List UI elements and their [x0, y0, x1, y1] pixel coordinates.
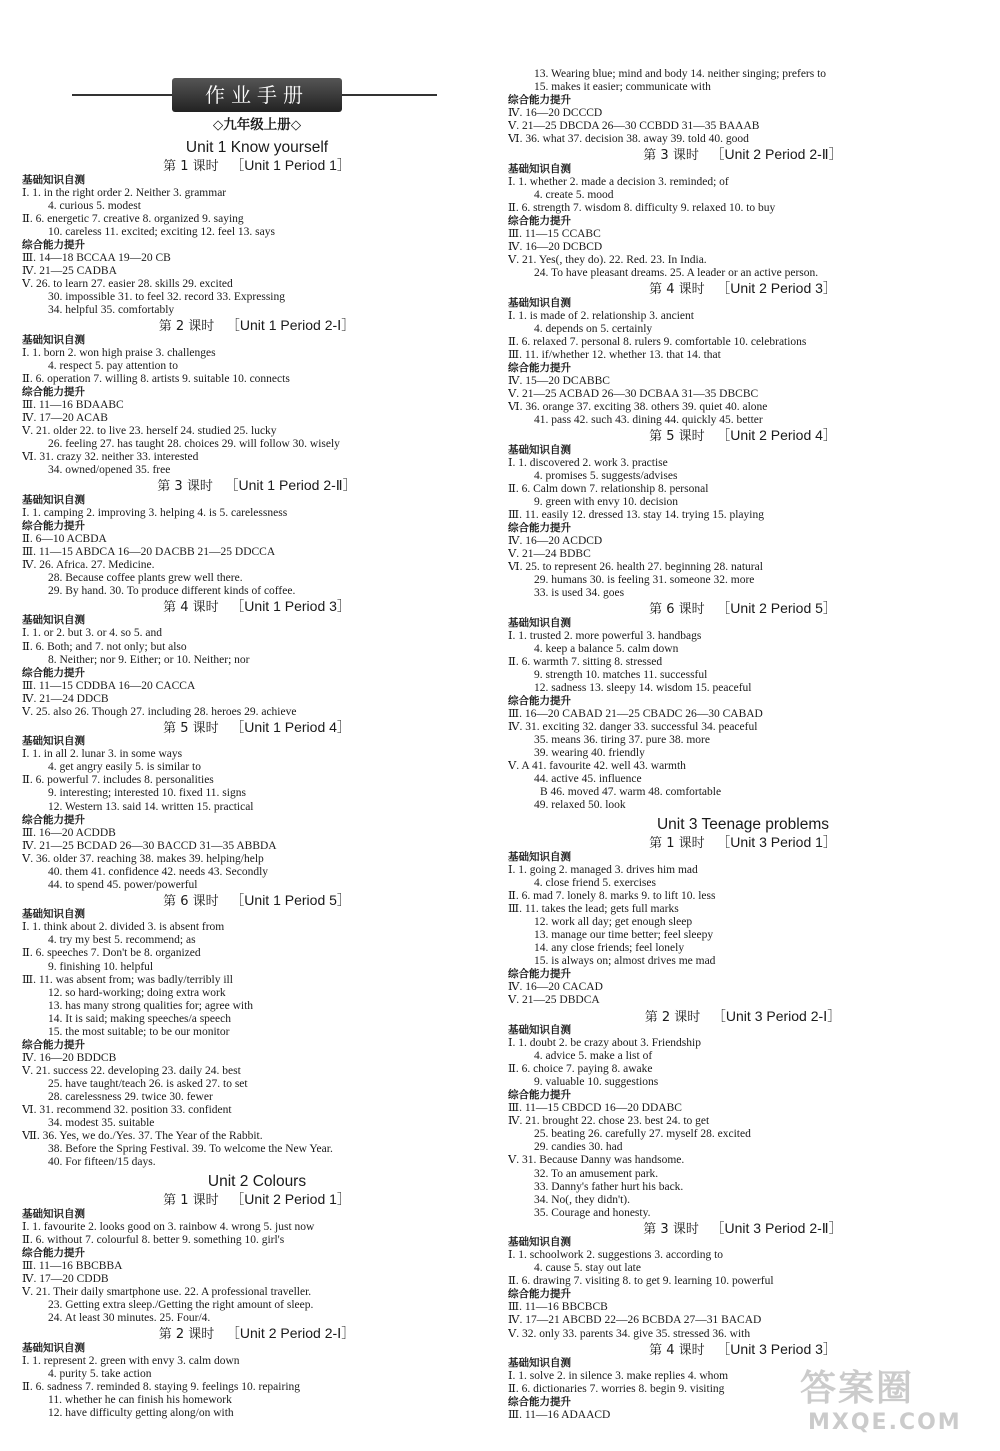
answer-line: 29. By hand. 30. To produce different kinds of coffee.: [48, 584, 296, 597]
answer-line: 15. the most suitable; to be our monitor: [48, 1025, 230, 1038]
answer-line: Ⅶ. 36. Yes, we do./Yes. 37. The Year of the Rabbit.: [22, 1130, 263, 1143]
section-heading: 综合能力提升: [22, 385, 85, 398]
answer-line: Ⅱ. 6. sadness 7. reminded 8. staying 9. feelings 10. repairing: [22, 1380, 301, 1393]
lesson-number: 第 3 课时: [643, 148, 699, 164]
answer-line: 4. keep a balance 5. calm down: [534, 642, 679, 655]
answer-line: Ⅱ. 6. relaxed 7. personal 8. rulers 9. comfortable 10. celebrations: [508, 335, 807, 348]
answer-line: 35. means 36. tiring 37. pure 38. more: [534, 734, 710, 747]
answer-line: Ⅰ. 1. schoolwork 2. suggestions 3. according to: [508, 1249, 724, 1262]
answer-line: 9. valuable 10. suggestions: [534, 1076, 659, 1089]
answer-line: 12. work all day; get enough sleep: [534, 916, 693, 929]
answer-line: 4. get angry easily 5. is similar to: [48, 761, 201, 774]
period-label: ［Unit 2 Period 2-Ⅰ］: [225, 1325, 356, 1342]
answer-line: 32. To an amusement park.: [534, 1167, 659, 1180]
answer-line: Ⅴ. 21—25 DBDCA: [508, 994, 600, 1007]
answer-line: Ⅳ. 15—20 DCABBC: [508, 374, 610, 387]
banner-rule-left: [72, 94, 172, 96]
answer-line: Ⅱ. 6. operation 7. willing 8. artists 9. suitable 10. connects: [22, 372, 290, 385]
answer-line: Ⅵ. 25. to represent 26. health 27. beginning 28. natural: [508, 561, 763, 574]
answer-line: Ⅲ. 11. was absent from; was badly/terribly ill: [22, 973, 233, 986]
section-heading: 基础知识自测: [22, 614, 85, 627]
answer-line: Ⅴ. 26. to learn 27. easier 28. skills 29. excited: [22, 277, 233, 290]
answer-line: 23. Getting extra sleep./Getting the right amount of sleep.: [48, 1299, 314, 1312]
period-label: ［Unit 1 Period 2-Ⅰ］: [225, 317, 356, 334]
answer-line: Ⅱ. 6. speeches 7. Don't be 8. organized: [22, 947, 201, 960]
answer-line: B 46. moved 47. warm 48. comfortable: [540, 786, 722, 799]
answer-line: Ⅱ. 6—10 ACBDA: [22, 532, 107, 545]
lesson-title: [508, 1220, 978, 1237]
section-heading: 综合能力提升: [22, 1246, 85, 1259]
answer-line: 29. candies 30. had: [534, 1141, 623, 1154]
period-label: ［Unit 3 Period 3］: [716, 1340, 837, 1357]
answer-line: 40. them 41. confidence 42. needs 43. Secondly: [48, 865, 269, 878]
section-heading: 基础知识自测: [22, 333, 85, 346]
answer-line: 4. promises 5. suggests/advises: [534, 469, 678, 482]
answer-line: 4. depends on 5. certainly: [534, 322, 653, 335]
section-heading: 综合能力提升: [508, 1089, 571, 1102]
answer-line: 13. has many strong qualities for; agree with: [48, 999, 254, 1012]
lesson-number: 第 2 课时: [644, 1009, 701, 1025]
section-heading: 基础知识自测: [22, 908, 85, 921]
section-heading: 基础知识自测: [22, 1341, 85, 1354]
answer-line: 25. have taught/teach 26. is asked 27. to set: [48, 1077, 248, 1090]
answer-line: Ⅴ. 25. also 26. Though 27. including 28. heroes 29. achieve: [22, 705, 297, 718]
lesson-title: [508, 1341, 978, 1358]
answer-line: 9. green with envy 10. decision: [534, 495, 679, 508]
lesson-title: [508, 427, 978, 444]
answer-line: Ⅰ. 1. going 2. managed 3. drives him mad: [508, 863, 698, 876]
answer-line: 12. so hard-working; doing extra work: [48, 986, 226, 999]
answer-line: Ⅲ. 11—16 BDAABC: [22, 398, 124, 411]
answer-line: Ⅱ. 6. Both; and 7. not only; but also: [22, 640, 187, 653]
answer-line: Ⅰ. 1. or 2. but 3. or 4. so 5. and: [22, 627, 162, 640]
answer-line: Ⅳ. 16—20 BDDCB: [22, 1051, 117, 1064]
banner-title: 作业手册: [172, 78, 342, 112]
answer-line: 15. makes it easier; communicate with: [534, 81, 711, 94]
answer-line: 34. owned/opened 35. free: [48, 463, 171, 476]
section-heading: 综合能力提升: [22, 813, 85, 826]
answer-line: Ⅰ. 1. represent 2. green with envy 3. calm down: [22, 1354, 240, 1367]
unit-title: Unit 3 Teenage problems: [656, 816, 830, 834]
answer-line: Ⅱ. 6. dictionaries 7. worries 8. begin 9. visiting: [508, 1383, 725, 1396]
section-heading: 综合能力提升: [508, 214, 571, 227]
section-banner: [22, 74, 492, 116]
answer-line: Ⅴ. 21—24 BDBC: [508, 548, 591, 561]
lesson-number: 第 6 课时: [163, 893, 219, 909]
lesson-number: 第 3 课时: [643, 1221, 699, 1237]
lesson-title: [22, 719, 492, 736]
answer-line: Ⅵ. 36. what 37. decision 38. away 39. told 40. good: [508, 133, 749, 146]
answer-line: 24. At least 30 minutes. 25. Four/4.: [48, 1312, 211, 1325]
section-heading: 综合能力提升: [22, 238, 85, 251]
answer-line: Ⅱ. 6. warmth 7. sitting 8. stressed: [508, 655, 663, 668]
lesson-title: [22, 157, 492, 174]
unit-title: Unit 2 Colours: [207, 1173, 307, 1191]
answer-line: Ⅰ. 1. in the right order 2. Neither 3. grammar: [22, 186, 227, 199]
answer-line: 41. pass 42. such 43. dining 44. quickly 45. better: [534, 414, 763, 427]
answer-line: Ⅳ. 21—25 BCDAD 26—30 BACCD 31—35 ABBDA: [22, 839, 277, 852]
period-label: ［Unit 2 Period 1］: [230, 1191, 351, 1208]
lesson-title: [22, 1325, 492, 1342]
answer-line: Ⅰ. 1. doubt 2. be crazy about 3. Friendship: [508, 1037, 701, 1050]
left-column: [22, 0, 492, 1420]
grade-title: ◇九年级上册◇: [212, 117, 302, 133]
answer-line: 12. have difficulty getting along/on with: [48, 1406, 234, 1419]
answer-line: Ⅱ. 6. energetic 7. creative 8. organized 9. saying: [22, 212, 244, 225]
lesson-number: 第 5 课时: [649, 429, 705, 445]
answer-line: Ⅰ. 1. think about 2. divided 3. is absent from: [22, 921, 225, 934]
period-label: ［Unit 3 Period 2-Ⅱ］: [710, 1219, 843, 1236]
answer-line: Ⅰ. 1. whether 2. made a decision 3. reminded; of: [508, 175, 729, 188]
answer-line: Ⅱ. 6. powerful 7. includes 8. personalities: [22, 774, 214, 787]
period-label: ［Unit 1 Period 3］: [230, 597, 351, 614]
answer-line: Ⅰ. 1. solve 2. in silence 3. make replies 4. whom: [508, 1370, 729, 1383]
section-heading: 综合能力提升: [508, 521, 571, 534]
answer-line: Ⅳ. 16—20 ACDCD: [508, 535, 603, 547]
lesson-number: 第 4 课时: [649, 1342, 705, 1358]
period-label: ［Unit 2 Period 4］: [716, 427, 837, 444]
section-heading: 综合能力提升: [508, 695, 571, 708]
lesson-number: 第 5 课时: [163, 720, 219, 736]
answer-line: Ⅲ. 11. easily 12. dressed 13. stay 14. trying 15. playing: [508, 508, 764, 521]
answer-line: Ⅰ. 1. favourite 2. looks good on 3. rainbow 4. wrong 5. just now: [22, 1220, 315, 1233]
section-heading: 综合能力提升: [508, 1288, 571, 1301]
answer-line: Ⅱ. 6. mad 7. lonely 8. marks 9. to lift 10. less: [508, 890, 716, 903]
section-heading: 基础知识自测: [508, 616, 571, 629]
lesson-title: [22, 892, 492, 909]
answer-line: Ⅴ. 21—25 ACBAD 26—30 DCBAA 31—35 DBCBC: [508, 388, 759, 401]
lesson-number: 第 4 课时: [163, 599, 219, 615]
period-label: ［Unit 1 Period 5］: [230, 891, 351, 908]
section-heading: 综合能力提升: [508, 1396, 571, 1409]
answer-line: 25. beating 26. carefully 27. myself 28. excited: [534, 1128, 751, 1141]
answer-line: Ⅱ. 6. choice 7. paying 8. awake: [508, 1063, 653, 1076]
lesson-title: [22, 317, 492, 334]
answer-line: Ⅳ. 21—24 DDCB: [22, 692, 109, 705]
lesson-number: 第 3 课时: [157, 479, 213, 495]
period-label: ［Unit 2 Period 2-Ⅱ］: [710, 146, 843, 163]
watermark-url: MXQE.COM: [808, 1410, 962, 1435]
period-label: ［Unit 1 Period 1］: [230, 157, 351, 173]
lesson-title: [508, 280, 978, 297]
answer-line: Ⅲ. 11—16 BBCBBA: [22, 1259, 123, 1272]
answer-line: Ⅴ. 21—25 DBCDA 26—30 CCBDD 31—35 BAAAB: [508, 120, 760, 133]
section-heading: 基础知识自测: [22, 735, 85, 748]
answer-line: 24. To have pleasant dreams. 25. A leader or an active person.: [534, 267, 819, 280]
answer-line: 14. It is said; making speeches/a speech: [48, 1012, 231, 1025]
section-heading: 综合能力提升: [508, 361, 571, 374]
answer-line: Ⅰ. 1. camping 2. improving 3. helping 4. is 5. carelessness: [22, 506, 288, 519]
period-label: ［Unit 3 Period 2-Ⅰ］: [711, 1007, 842, 1024]
period-label: ［Unit 1 Period 4］: [230, 718, 351, 735]
lesson-number: 第 1 课时: [163, 159, 219, 174]
answer-line: Ⅳ. 26. Africa. 27. Medicine.: [22, 558, 155, 571]
period-label: ［Unit 1 Period 2-Ⅱ］: [224, 477, 357, 494]
lesson-title: [22, 598, 492, 615]
left-answers: [22, 135, 492, 1420]
answer-line: 4. try my best 5. recommend; as: [48, 934, 196, 947]
answer-line: Ⅲ. 11—15 CBDCD 16—20 DDABC: [508, 1102, 682, 1115]
answer-line: 15. is always on; almost drives me mad: [534, 955, 716, 968]
lesson-number: 第 4 课时: [649, 282, 705, 298]
answer-line: Ⅴ. 21. success 22. developing 23. daily 24. best: [22, 1064, 241, 1077]
answer-line: Ⅰ. 1. born 2. won high praise 3. challenges: [22, 346, 216, 359]
answer-line: 9. interesting; interested 10. fixed 11. signs: [48, 787, 246, 800]
answer-line: 39. wearing 40. friendly: [534, 747, 645, 760]
answer-line: 10. careless 11. excited; exciting 12. feel 13. says: [48, 225, 275, 238]
answer-line: 9. finishing 10. helpful: [48, 960, 154, 973]
answer-line: 33. Danny's father hurt his back.: [534, 1180, 684, 1193]
answer-line: Ⅳ. 31. exciting 32. danger 33. successful 34. peaceful: [508, 721, 758, 734]
answer-line: Ⅰ. 1. discovered 2. work 3. practise: [508, 456, 668, 469]
answer-line: 13. manage our time better; feel sleepy: [534, 929, 714, 942]
answer-line: 34. modest 35. suitable: [48, 1117, 155, 1130]
answer-line: Ⅲ. 11—16 BBCBCB: [508, 1301, 608, 1314]
section-heading: 基础知识自测: [508, 1236, 571, 1249]
answer-line: Ⅴ. 31. Because Danny was handsome.: [508, 1154, 685, 1167]
answer-line: 14. any close friends; feel lonely: [534, 942, 685, 955]
section-heading: 基础知识自测: [22, 493, 85, 506]
lesson-title: [508, 834, 978, 851]
answer-line: 4. curious 5. modest: [48, 199, 141, 212]
answer-line: Ⅱ. 6. Calm down 7. relationship 8. personal: [508, 482, 709, 495]
period-label: ［Unit 2 Period 5］: [716, 600, 837, 617]
section-heading: 综合能力提升: [22, 666, 85, 679]
answer-line: Ⅰ. 1. is made of 2. relationship 3. ancient: [508, 309, 694, 322]
answer-line: 44. to spend 45. power/powerful: [48, 878, 198, 891]
answer-line: Ⅲ. 16—20 CABAD 21—25 CBADC 26—30 CABAD: [508, 708, 763, 721]
answer-line: 30. impossible 31. to feel 32. record 33. Expressing: [48, 290, 285, 303]
answer-line: Ⅰ. 1. in all 2. lunar 3. in some ways: [22, 748, 183, 761]
watermark-logo-text: 答案圈: [800, 1368, 915, 1409]
answer-line: 13. Wearing blue; mind and body 14. neither singing; prefers to: [534, 68, 827, 80]
answer-line: Ⅲ. 16—20 ACDDB: [22, 826, 116, 839]
answer-line: 4. purity 5. take action: [48, 1367, 152, 1380]
section-heading: 综合能力提升: [508, 968, 571, 981]
answer-line: 4. advice 5. make a list of: [534, 1050, 653, 1063]
answer-line: 29. humans 30. is feeling 31. someone 32. more: [534, 574, 755, 587]
answer-line: 26. feeling 27. has taught 28. choices 29. will follow 30. wisely: [48, 437, 340, 450]
answer-line: Ⅵ. 36. orange 37. exciting 38. others 39. quiet 40. alone: [508, 401, 768, 414]
period-label: ［Unit 2 Period 3］: [716, 280, 837, 297]
lesson-number: 第 2 课时: [158, 1327, 215, 1343]
answer-line: Ⅰ. 1. trusted 2. more powerful 3. handbags: [508, 629, 702, 642]
lesson-title: [508, 600, 978, 617]
answer-line: Ⅱ. 6. without 7. colourful 8. better 9. something 10. girl's: [22, 1233, 285, 1246]
answer-line: 11. whether he can finish his homework: [48, 1393, 232, 1406]
answer-line: Ⅲ. 11. if/whether 12. whether 13. that 14. that: [508, 348, 721, 361]
answer-line: Ⅳ. 17—20 CDDB: [22, 1273, 109, 1286]
answer-line: Ⅳ. 17—21 ABCBD 22—26 BCBDA 27—31 BACAD: [508, 1314, 762, 1327]
lesson-number: 第 6 课时: [649, 602, 705, 618]
answer-line: Ⅳ. 17—20 ACAB: [22, 411, 108, 424]
answer-line: 40. For fifteen/15 days.: [48, 1156, 156, 1169]
answer-line: 49. relaxed 50. look: [534, 799, 626, 812]
answer-line: Ⅳ. 16—20 DCCCD: [508, 107, 603, 120]
answer-line: 8. Neither; nor 9. Either; or 10. Neither; nor: [48, 653, 250, 666]
section-heading: 基础知识自测: [508, 296, 571, 309]
answer-line: Ⅴ. 36. older 37. reaching 38. makes 39. helping/help: [22, 852, 264, 865]
answer-line: Ⅴ. 21. Yes(, they do). 22. Red. 23. In India.: [508, 254, 707, 267]
section-heading: 基础知识自测: [508, 1024, 571, 1036]
answer-line: 28. carelessness 29. twice 30. fewer: [48, 1091, 213, 1103]
answer-line: Ⅲ. 11—15 ABDCA 16—20 DACBB 21—25 DDCCA: [22, 545, 276, 558]
answer-line: Ⅴ. 32. only 33. parents 34. give 35. stressed 36. with: [508, 1327, 751, 1340]
lesson-number: 第 1 课时: [649, 836, 705, 852]
answer-line: Ⅲ. 11—16 ADAACD: [508, 1409, 611, 1422]
answer-line: Ⅴ. 21. Their daily smartphone use. 22. A professional traveller.: [22, 1286, 312, 1299]
lesson-title: [22, 477, 492, 494]
site-watermark: [800, 1368, 990, 1446]
period-label: ［Unit 3 Period 1］: [716, 834, 837, 851]
answer-line: Ⅳ. 21. brought 22. chose 23. best 24. to get: [508, 1115, 710, 1128]
answer-line: 4. create 5. mood: [534, 188, 614, 201]
answer-line: Ⅲ. 11. takes the lead; gets full marks: [508, 903, 679, 916]
unit-title: Unit 1 Know yourself: [185, 139, 329, 156]
answer-line: Ⅲ. 14—18 BCCAA 19—20 CB: [22, 251, 171, 264]
answer-line: 38. Before the Spring Festival. 39. To welcome the New Year.: [48, 1143, 333, 1156]
answer-line: Ⅳ. 21—25 CADBA: [22, 264, 117, 277]
answer-line: 34. helpful 35. comfortably: [48, 303, 175, 316]
answer-line: Ⅵ. 31. crazy 32. neither 33. interested: [22, 450, 199, 463]
answer-line: Ⅲ. 11—15 CDDBA 16—20 CACCA: [22, 679, 196, 692]
section-heading: 综合能力提升: [22, 519, 85, 532]
section-heading: 基础知识自测: [22, 1207, 85, 1220]
answer-line: 4. cause 5. stay out late: [534, 1262, 641, 1275]
answer-line: 12. Western 13. said 14. written 15. practical: [48, 800, 254, 813]
answer-line: Ⅳ. 16—20 DCBCD: [508, 241, 603, 254]
answer-line: 35. Courage and honesty.: [534, 1206, 651, 1219]
answer-line: 4. respect 5. pay attention to: [48, 359, 178, 372]
section-heading: 基础知识自测: [508, 443, 571, 456]
banner-rule-right: [342, 94, 437, 96]
right-answers: [508, 68, 978, 1422]
section-heading: 基础知识自测: [508, 1357, 571, 1370]
answer-line: 12. sadness 13. sleepy 14. wisdom 15. peaceful: [534, 681, 752, 694]
lesson-title: [508, 146, 978, 163]
answer-line: Ⅳ. 16—20 CACAD: [508, 981, 603, 994]
section-heading: 基础知识自测: [22, 173, 85, 186]
answer-line: Ⅴ. A 41. favourite 42. well 43. warmth: [508, 760, 686, 773]
section-heading: 基础知识自测: [508, 162, 571, 175]
section-heading: 综合能力提升: [22, 1038, 85, 1051]
lesson-number: 第 1 课时: [163, 1193, 219, 1209]
answer-line: 44. active 45. influence: [534, 773, 642, 786]
answer-line: 4. close friend 5. exercises: [534, 877, 656, 890]
answer-line: Ⅵ. 31. recommend 32. position 33. confident: [22, 1104, 232, 1117]
lesson-title: [508, 1008, 978, 1025]
answer-line: Ⅱ. 6. strength 7. wisdom 8. difficulty 9. relaxed 10. to buy: [508, 201, 776, 214]
answer-line: 9. strength 10. matches 11. successful: [534, 668, 708, 681]
right-column: [508, 68, 978, 1422]
answer-line: 28. Because coffee plants grew well there.: [48, 571, 243, 584]
section-heading: 综合能力提升: [508, 94, 571, 107]
lesson-number: 第 2 课时: [158, 319, 215, 335]
answer-line: Ⅱ. 6. drawing 7. visiting 8. to get 9. learning 10. powerful: [508, 1275, 774, 1288]
answer-line: 34. No(, they didn't).: [534, 1193, 630, 1206]
answer-line: Ⅲ. 11—15 CCABC: [508, 228, 601, 241]
answer-line: 33. is used 34. goes: [534, 587, 625, 600]
answer-line: Ⅴ. 21. older 22. to live 23. herself 24. studied 25. lucky: [22, 424, 277, 437]
lesson-title: [22, 1191, 492, 1208]
section-heading: 基础知识自测: [508, 850, 571, 863]
